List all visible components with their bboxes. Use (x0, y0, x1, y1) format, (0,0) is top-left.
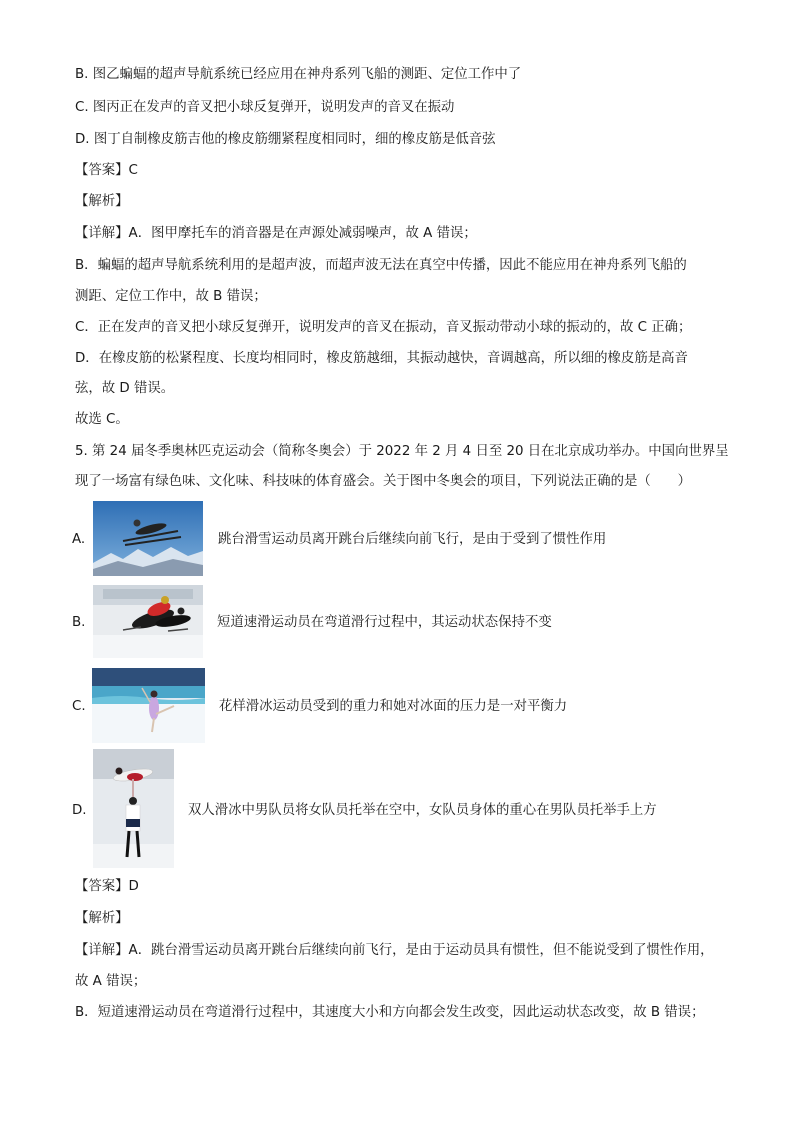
line-10: D．在橡皮筋的松紧程度、长度均相同时，橡皮筋越细，其振动越快，音调越高，所以细的橡皮筋是高音 (75, 351, 688, 366)
option-b-text: 短道速滑运动员在弯道滑行过程中，其运动状态保持不变 (217, 615, 552, 630)
line-18: 故 A 错误； (75, 974, 147, 989)
option-a-label: A. (72, 532, 86, 547)
line-8: 测距、定位工作中，故 B 错误； (75, 289, 267, 304)
line-1: B. 图乙蝙蝠的超声导航系统已经应用在神舟系列飞船的测距、定位工作中了 (75, 67, 522, 82)
option-b-photo-speed-skating (93, 585, 203, 658)
line-9: C．正在发声的音叉把小球反复弹开，说明发声的音叉在振动，音叉振动带动小球的振动的，故 C 正确； (75, 320, 692, 335)
answer-label-5: 【答案】D (75, 879, 139, 894)
line-19: B．短道速滑运动员在弯道滑行过程中，其速度大小和方向都会发生改变，因此运动状态改变，故 B 错误； (75, 1005, 705, 1020)
line-2: C. 图丙正在发声的音叉把小球反复弹开，说明发声的音叉在振动 (75, 100, 455, 115)
option-b-label: B. (72, 615, 86, 630)
line-3: D. 图丁自制橡皮筋吉他的橡皮筋绷紧程度相同时，细的橡皮筋是低音弦 (75, 132, 496, 147)
option-a-photo-ski-jump (93, 501, 203, 576)
option-c-label: C. (72, 699, 86, 714)
line-7: B．蝙蝠的超声导航系统利用的是超声波，而超声波无法在真空中传播，因此不能应用在神舟系列飞船的 (75, 258, 687, 273)
line-12: 故选 C。 (75, 412, 129, 427)
option-a-text: 跳台滑雪运动员离开跳台后继续向前飞行，是由于受到了惯性作用 (218, 532, 607, 547)
option-c-text: 花样滑冰运动员受到的重力和她对冰面的压力是一对平衡力 (219, 699, 568, 714)
line-17: 【详解】A．跳台滑雪运动员离开跳台后继续向前飞行，是由于运动员具有惯性，但不能说受到了惯性作用， (75, 943, 714, 958)
option-d-label: D. (72, 803, 87, 818)
analysis-label-4: 【解析】 (75, 194, 129, 209)
option-c-photo-figure-skating (92, 668, 205, 743)
line-11: 弦，故 D 错误。 (75, 381, 175, 396)
question-5-line-2: 现了一场富有绿色味、文化味、科技味的体育盛会。关于图中冬奥会的项目，下列说法正确的是（ ） (75, 474, 691, 489)
analysis-label-5: 【解析】 (75, 911, 129, 926)
question-5-line-1: 5. 第 24 届冬季奥林匹克运动会（简称冬奥会）于 2022 年 2 月 4 日至 20 日在北京成功举办。中国向世界呈 (75, 444, 729, 459)
option-d-text: 双人滑冰中男队员将女队员托举在空中，女队员身体的重心在男队员托举手上方 (188, 803, 657, 818)
option-d-photo-pair-skating (93, 749, 174, 868)
line-6: 【详解】A．图甲摩托车的消音器是在声源处减弱噪声，故 A 错误； (75, 226, 477, 241)
answer-label-4: 【答案】C (75, 163, 138, 178)
